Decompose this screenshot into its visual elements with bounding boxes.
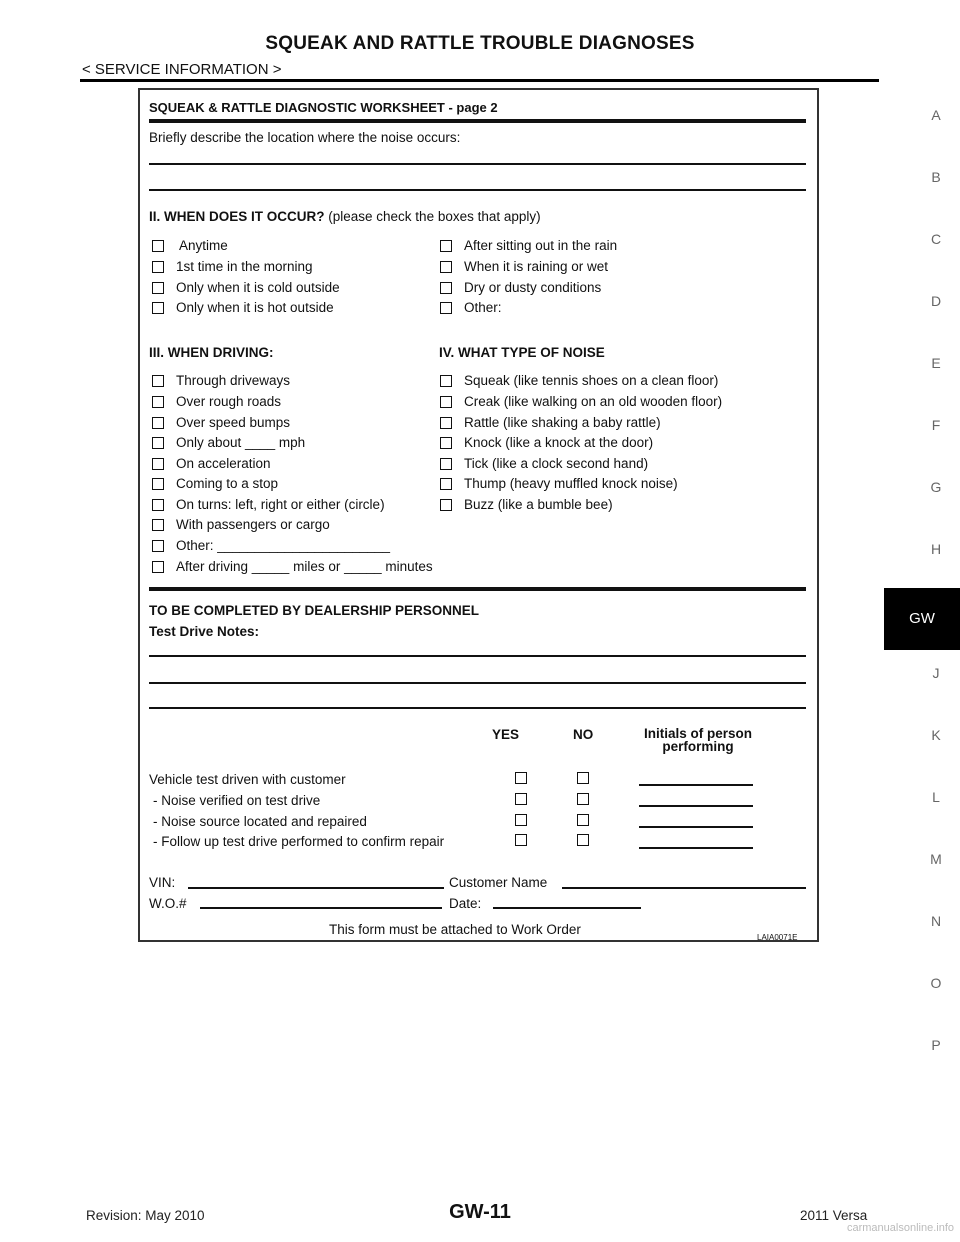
nav-tab-c[interactable]: C [930,231,942,247]
column-yes: YES [492,727,520,742]
nav-tab-e[interactable]: E [931,355,941,371]
checkbox-box[interactable] [152,282,164,294]
nav-tab-a[interactable]: A [931,107,941,123]
location-prompt: Briefly describe the location where the noise occurs: [149,130,461,145]
nav-tab-p[interactable]: P [931,1037,941,1053]
dealer-row-label: - Noise source located and repaired [153,814,367,829]
nav-tab-f[interactable]: F [931,417,941,433]
section4-heading: IV. WHAT TYPE OF NOISE [439,345,605,360]
checkbox-label: Creak (like walking on an old wooden floor) [464,394,723,409]
checkbox-label: Anytime [179,238,228,253]
section-index-nav [884,100,960,1092]
checkbox-label: With passengers or cargo [176,517,330,532]
checkbox-box[interactable] [152,302,164,314]
checkbox-box[interactable] [440,261,452,273]
checkbox-label: Other: [464,300,502,315]
location-line-1[interactable] [149,163,806,165]
checkbox-label: When it is raining or wet [464,259,609,274]
column-initials [637,727,759,753]
checkbox-box[interactable] [152,240,164,252]
test-drive-notes-label: Test Drive Notes: [149,624,260,639]
nav-tab-b[interactable]: B [931,169,941,185]
checkbox-box[interactable] [440,417,452,429]
checkbox-box[interactable] [152,478,164,490]
initials-line[interactable] [639,847,753,849]
checkbox-label: Thump (heavy muffled knock noise) [464,476,678,491]
checkbox-box[interactable] [440,375,452,387]
attach-note: This form must be attached to Work Order [329,922,581,937]
nav-tab-o[interactable]: O [930,975,942,991]
checkbox-label: Squeak (like tennis shoes on a clean floor) [464,373,719,388]
nav-tab-gw-active[interactable]: GW [884,588,960,650]
nav-tab-j[interactable]: J [932,665,940,681]
nav-tab-k[interactable]: K [931,727,941,743]
customer-name-label: Customer Name [449,875,548,890]
wo-number-field[interactable] [200,907,442,909]
checkbox-label: Only when it is cold outside [176,280,340,295]
figure-id: LAIA0071E [757,933,798,942]
checkbox-box[interactable] [152,519,164,531]
section2-heading [149,209,541,224]
yes-checkbox[interactable] [515,772,527,784]
checkbox-label: Other: _______________________ [176,538,390,553]
worksheet-title: SQUEAK & RATTLE DIAGNOSTIC WORKSHEET - page 2 [149,100,498,115]
checkbox-label: 1st time in the morning [176,259,313,274]
page-subtitle: < SERVICE INFORMATION > [82,61,282,78]
yes-checkbox[interactable] [515,814,527,826]
nav-tab-m[interactable]: M [930,851,942,867]
no-checkbox[interactable] [577,834,589,846]
date-field[interactable] [493,907,641,909]
yes-checkbox[interactable] [515,793,527,805]
header-divider [80,79,879,82]
checkbox-box[interactable] [152,261,164,273]
checkbox-box[interactable] [152,375,164,387]
checkbox-box[interactable] [152,540,164,552]
vin-label: VIN: [149,875,176,890]
dealer-row-label: - Noise verified on test drive [153,793,321,808]
checkbox-label: Through driveways [176,373,291,388]
initials-line[interactable] [639,784,753,786]
checkbox-box[interactable] [152,396,164,408]
checkbox-label: After sitting out in the rain [464,238,618,253]
nav-tab-d[interactable]: D [930,293,942,309]
checkbox-label: Tick (like a clock second hand) [464,456,649,471]
checkbox-box[interactable] [152,417,164,429]
section3-heading: III. WHEN DRIVING: [149,345,274,360]
checkbox-box[interactable] [440,458,452,470]
checkbox-label: Only about ____ mph [176,435,306,450]
checkbox-label: Only when it is hot outside [176,300,334,315]
dealer-heading: TO BE COMPLETED BY DEALERSHIP PERSONNEL [149,603,480,618]
title-rule [149,119,806,123]
section2-heading-note: (please check the boxes that apply) [328,209,541,224]
checkbox-box[interactable] [440,499,452,511]
watermark: carmanualsonline.info [846,1222,954,1234]
date-label: Date: [449,896,482,911]
yes-checkbox[interactable] [515,834,527,846]
no-checkbox[interactable] [577,772,589,784]
no-checkbox[interactable] [577,814,589,826]
notes-line-3[interactable] [149,707,806,709]
checkbox-box[interactable] [152,458,164,470]
checkbox-box[interactable] [152,499,164,511]
section-divider [149,587,806,591]
checkbox-label: Knock (like a knock at the door) [464,435,654,450]
column-initials-line2: performing [662,739,734,754]
checkbox-box[interactable] [440,396,452,408]
no-checkbox[interactable] [577,793,589,805]
nav-tab-g[interactable]: G [930,479,942,495]
checkbox-label: Dry or dusty conditions [464,280,602,295]
column-no: NO [573,727,594,742]
nav-tab-l[interactable]: L [932,789,940,805]
checkbox-label: Over rough roads [176,394,282,409]
checkbox-box[interactable] [440,282,452,294]
diagnostic-worksheet [138,88,819,942]
section2-heading-bold: II. WHEN DOES IT OCCUR? [149,209,325,224]
checkbox-box[interactable] [440,437,452,449]
page-title: SQUEAK AND RATTLE TROUBLE DIAGNOSES [265,33,695,54]
initials-line[interactable] [639,805,753,807]
dealer-row-label: Vehicle test driven with customer [149,772,346,787]
checkbox-box[interactable] [440,240,452,252]
customer-name-field[interactable] [562,887,806,889]
initials-line[interactable] [639,826,753,828]
dealer-row-label: - Follow up test drive performed to confirm repair [153,834,445,849]
notes-line-1[interactable] [149,655,806,657]
checkbox-label: Buzz (like a bumble bee) [464,497,613,512]
checkbox-label: Coming to a stop [176,476,279,491]
nav-tab-h[interactable]: H [930,541,942,557]
checkbox-box[interactable] [440,478,452,490]
checkbox-label: Rattle (like shaking a baby rattle) [464,415,661,430]
column-initials-line1: Initials of person [643,726,752,741]
checkbox-label: On acceleration [176,456,271,471]
page-number: GW-11 [449,1201,511,1223]
vin-field[interactable] [188,887,444,889]
checkbox-label: Over speed bumps [176,415,291,430]
checkbox-box[interactable] [152,437,164,449]
notes-line-2[interactable] [149,682,806,684]
checkbox-box[interactable] [440,302,452,314]
checkbox-box[interactable] [152,561,164,573]
model-year: 2011 Versa [800,1208,868,1223]
checkbox-label: On turns: left, right or either (circle) [176,497,385,512]
revision-date: Revision: May 2010 [86,1208,205,1223]
checkbox-label: After driving _____ miles or _____ minutes [176,559,433,574]
location-line-2[interactable] [149,189,806,191]
wo-number-label: W.O.# [149,896,187,911]
nav-tab-n[interactable]: N [930,913,942,929]
